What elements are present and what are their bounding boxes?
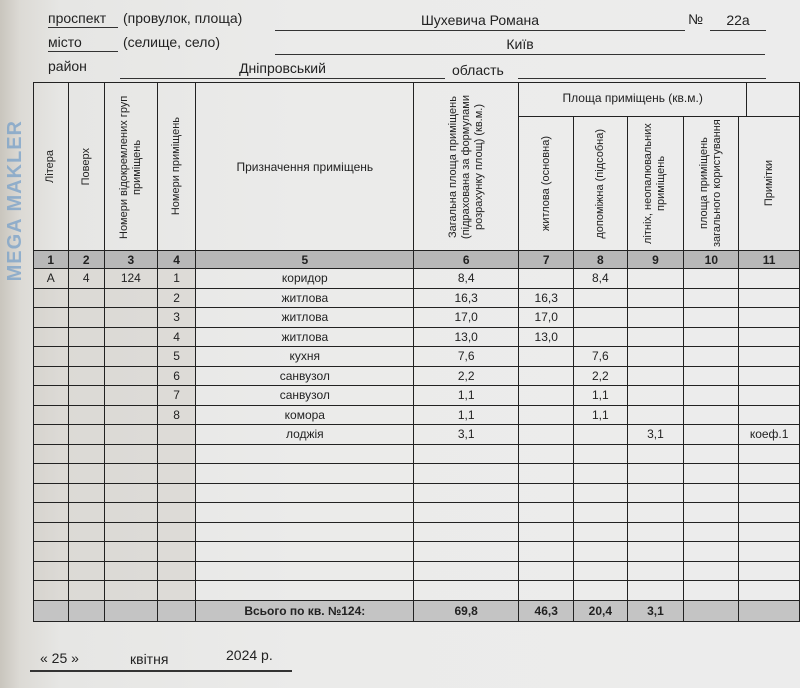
cell-litera	[34, 483, 69, 503]
cell-living	[519, 561, 574, 581]
city-value: Київ	[506, 36, 534, 52]
cell-summer	[627, 542, 684, 562]
cell-summer	[627, 464, 684, 484]
header-group-numbers: Номери відокремлених груп приміщень	[117, 94, 143, 239]
table-row	[34, 444, 800, 464]
header-auxiliary: допоміжна (підсобна)	[593, 128, 606, 239]
cell-purpose: житлова	[196, 288, 414, 308]
cell-summer	[627, 386, 684, 406]
cell-floor	[68, 483, 104, 503]
cell-total-area	[414, 542, 519, 562]
cell-floor	[68, 386, 104, 406]
cell-auxiliary	[574, 288, 627, 308]
cell-notes	[739, 561, 800, 581]
cell-summer	[627, 347, 684, 367]
cell-living	[519, 366, 574, 386]
table-row	[34, 581, 800, 601]
column-number: 7	[519, 251, 574, 269]
cell-notes	[739, 347, 800, 367]
cell-litera	[34, 542, 69, 562]
cell-common	[684, 327, 739, 347]
cell-summer	[627, 581, 684, 601]
cell-floor	[68, 308, 104, 328]
city-hint: (селище, село)	[123, 34, 220, 50]
cell-litera	[34, 327, 69, 347]
cell-room	[157, 561, 196, 581]
column-number: 11	[739, 251, 800, 269]
cell-group	[104, 386, 157, 406]
header-area-group	[519, 83, 800, 117]
table-row	[34, 347, 800, 367]
cell-auxiliary	[574, 308, 627, 328]
column-number: 1	[34, 251, 69, 269]
cell-purpose: житлова	[196, 327, 414, 347]
cell-group	[104, 483, 157, 503]
cell-room	[157, 464, 196, 484]
cell-summer	[627, 444, 684, 464]
header-area-group-label: Площа приміщень (кв.м.)	[519, 83, 747, 116]
total-empty	[34, 600, 69, 621]
date-year: 2024 р.	[226, 647, 273, 663]
cell-auxiliary: 1,1	[574, 405, 627, 425]
cell-notes	[739, 327, 800, 347]
cell-group	[104, 542, 157, 562]
cell-litera	[34, 347, 69, 367]
cell-room: 5	[157, 347, 196, 367]
cell-floor	[68, 444, 104, 464]
number-value: 22а	[726, 12, 750, 28]
cell-total-area: 7,6	[414, 347, 519, 367]
cell-living	[519, 503, 574, 523]
header-purpose: Призначення приміщень	[196, 83, 414, 251]
date-month: квітня	[130, 651, 169, 667]
watermark-logo: MEGA MAKLER	[4, 120, 26, 282]
cell-common	[684, 366, 739, 386]
number-label: №	[688, 11, 704, 27]
cell-total-area: 1,1	[414, 405, 519, 425]
cell-room	[157, 503, 196, 523]
cell-common	[684, 483, 739, 503]
cell-summer	[627, 561, 684, 581]
header-common: площа приміщень загального користування	[698, 119, 724, 248]
cell-litera	[34, 425, 69, 445]
cell-notes	[739, 581, 800, 601]
cell-auxiliary: 2,2	[574, 366, 627, 386]
total-c7: 46,3	[519, 600, 574, 621]
cell-floor	[68, 288, 104, 308]
column-number: 8	[574, 251, 627, 269]
cell-purpose	[196, 561, 414, 581]
cell-litera	[34, 386, 69, 406]
cell-floor	[68, 522, 104, 542]
cell-auxiliary: 8,4	[574, 269, 627, 289]
cell-room	[157, 444, 196, 464]
cell-summer: 3,1	[627, 425, 684, 445]
table-row	[34, 503, 800, 523]
total-c8: 20,4	[574, 600, 627, 621]
table-row	[34, 269, 800, 289]
cell-notes	[739, 542, 800, 562]
street-label: проспект	[48, 10, 107, 26]
cell-purpose: санвузол	[196, 366, 414, 386]
cell-total-area: 3,1	[414, 425, 519, 445]
cell-notes	[739, 444, 800, 464]
column-number: 10	[684, 251, 739, 269]
cell-notes	[739, 405, 800, 425]
cell-room	[157, 483, 196, 503]
cell-room: 2	[157, 288, 196, 308]
total-row	[34, 600, 800, 621]
cell-group	[104, 503, 157, 523]
table-row	[34, 522, 800, 542]
cell-notes: коеф.1	[739, 425, 800, 445]
cell-floor: 4	[68, 269, 104, 289]
cell-litera	[34, 444, 69, 464]
cell-common	[684, 522, 739, 542]
cell-total-area: 17,0	[414, 308, 519, 328]
total-label: Всього по кв. №124:	[196, 600, 414, 621]
column-number: 2	[68, 251, 104, 269]
street-hint: (провулок, площа)	[123, 10, 243, 26]
cell-litera	[34, 308, 69, 328]
cell-purpose: лоджія	[196, 425, 414, 445]
cell-common	[684, 503, 739, 523]
header-notes: Примітки	[762, 160, 775, 207]
cell-living	[519, 581, 574, 601]
cell-notes	[739, 386, 800, 406]
table-row	[34, 308, 800, 328]
cell-living	[519, 542, 574, 562]
cell-living: 13,0	[519, 327, 574, 347]
cell-group: 124	[104, 269, 157, 289]
cell-purpose	[196, 542, 414, 562]
cell-summer	[627, 366, 684, 386]
cell-room: 7	[157, 386, 196, 406]
table-row	[34, 425, 800, 445]
cell-common	[684, 444, 739, 464]
cell-total-area	[414, 561, 519, 581]
cell-auxiliary: 7,6	[574, 347, 627, 367]
cell-litera	[34, 288, 69, 308]
cell-auxiliary	[574, 464, 627, 484]
cell-common	[684, 425, 739, 445]
cell-common	[684, 464, 739, 484]
header-living: житлова (основна)	[539, 135, 552, 232]
column-number: 3	[104, 251, 157, 269]
cell-total-area	[414, 503, 519, 523]
premises-table	[33, 82, 800, 622]
cell-notes	[739, 464, 800, 484]
total-c9: 3,1	[627, 600, 684, 621]
column-numbers-row	[34, 251, 800, 269]
cell-common	[684, 561, 739, 581]
cell-living: 16,3	[519, 288, 574, 308]
header-floor: Поверх	[79, 147, 92, 186]
cell-total-area: 16,3	[414, 288, 519, 308]
cell-notes	[739, 483, 800, 503]
cell-floor	[68, 405, 104, 425]
cell-purpose	[196, 581, 414, 601]
street-value: Шухевича Романа	[420, 12, 540, 28]
cell-litera	[34, 464, 69, 484]
cell-group	[104, 366, 157, 386]
city-label: місто	[48, 34, 82, 50]
cell-room	[157, 522, 196, 542]
cell-floor	[68, 503, 104, 523]
cell-room: 1	[157, 269, 196, 289]
header-litera: Літера	[44, 150, 57, 183]
cell-notes	[739, 503, 800, 523]
cell-common	[684, 308, 739, 328]
total-empty	[104, 600, 157, 621]
cell-notes	[739, 308, 800, 328]
cell-room	[157, 425, 196, 445]
header-total-area: Загальна площа приміщень (підрахована за формулами розрахунку площ) (кв.м.)	[446, 94, 485, 239]
cell-living: 17,0	[519, 308, 574, 328]
cell-purpose	[196, 483, 414, 503]
cell-litera	[34, 405, 69, 425]
cell-litera	[34, 366, 69, 386]
table-row	[34, 386, 800, 406]
cell-purpose: коридор	[196, 269, 414, 289]
cell-auxiliary	[574, 503, 627, 523]
cell-room	[157, 542, 196, 562]
cell-litera	[34, 503, 69, 523]
district-label: район	[48, 58, 87, 74]
cell-floor	[68, 542, 104, 562]
cell-total-area: 2,2	[414, 366, 519, 386]
cell-group	[104, 464, 157, 484]
cell-litera: А	[34, 269, 69, 289]
table-row	[34, 561, 800, 581]
cell-purpose: комора	[196, 405, 414, 425]
table-row	[34, 542, 800, 562]
cell-floor	[68, 561, 104, 581]
cell-auxiliary	[574, 581, 627, 601]
cell-room	[157, 581, 196, 601]
cell-purpose: кухня	[196, 347, 414, 367]
cell-total-area	[414, 483, 519, 503]
cell-living	[519, 386, 574, 406]
table-row	[34, 483, 800, 503]
cell-summer	[627, 405, 684, 425]
cell-auxiliary	[574, 483, 627, 503]
total-c6: 69,8	[414, 600, 519, 621]
cell-group	[104, 522, 157, 542]
cell-group	[104, 308, 157, 328]
cell-floor	[68, 327, 104, 347]
cell-common	[684, 269, 739, 289]
cell-notes	[739, 269, 800, 289]
header-room-numbers: Номери приміщень	[170, 117, 183, 216]
cell-floor	[68, 366, 104, 386]
cell-living	[519, 405, 574, 425]
cell-room: 4	[157, 327, 196, 347]
total-empty	[157, 600, 196, 621]
cell-purpose	[196, 444, 414, 464]
cell-litera	[34, 561, 69, 581]
cell-notes	[739, 366, 800, 386]
cell-litera	[34, 522, 69, 542]
cell-total-area: 1,1	[414, 386, 519, 406]
cell-living	[519, 347, 574, 367]
table-row	[34, 366, 800, 386]
cell-floor	[68, 425, 104, 445]
cell-room: 8	[157, 405, 196, 425]
cell-notes	[739, 522, 800, 542]
cell-group	[104, 444, 157, 464]
column-number: 9	[627, 251, 684, 269]
table-row	[34, 288, 800, 308]
cell-living	[519, 522, 574, 542]
cell-living	[519, 444, 574, 464]
cell-auxiliary	[574, 561, 627, 581]
cell-floor	[68, 347, 104, 367]
cell-auxiliary	[574, 522, 627, 542]
cell-total-area: 8,4	[414, 269, 519, 289]
column-number: 6	[414, 251, 519, 269]
cell-room: 3	[157, 308, 196, 328]
cell-living	[519, 425, 574, 445]
cell-total-area	[414, 581, 519, 601]
cell-purpose	[196, 522, 414, 542]
region-label: область	[452, 62, 504, 78]
cell-group	[104, 425, 157, 445]
cell-purpose	[196, 464, 414, 484]
cell-common	[684, 581, 739, 601]
cell-floor	[68, 581, 104, 601]
cell-common	[684, 386, 739, 406]
total-empty	[68, 600, 104, 621]
cell-purpose	[196, 503, 414, 523]
cell-summer	[627, 288, 684, 308]
cell-group	[104, 405, 157, 425]
cell-purpose: житлова	[196, 308, 414, 328]
cell-total-area	[414, 444, 519, 464]
cell-group	[104, 581, 157, 601]
cell-summer	[627, 503, 684, 523]
total-c10	[684, 600, 739, 621]
total-c11	[739, 600, 800, 621]
column-number: 4	[157, 251, 196, 269]
cell-total-area	[414, 522, 519, 542]
cell-purpose: санвузол	[196, 386, 414, 406]
cell-group	[104, 561, 157, 581]
cell-floor	[68, 464, 104, 484]
column-number: 5	[196, 251, 414, 269]
cell-auxiliary: 1,1	[574, 386, 627, 406]
header-summer: літніх, неопалювальних приміщень	[642, 123, 668, 244]
table-row	[34, 327, 800, 347]
table-row	[34, 405, 800, 425]
district-value: Дніпровський	[239, 60, 326, 76]
cell-common	[684, 347, 739, 367]
cell-group	[104, 288, 157, 308]
cell-auxiliary	[574, 425, 627, 445]
cell-living	[519, 464, 574, 484]
cell-total-area	[414, 464, 519, 484]
cell-living	[519, 483, 574, 503]
table-row	[34, 464, 800, 484]
cell-common	[684, 405, 739, 425]
cell-group	[104, 347, 157, 367]
cell-auxiliary	[574, 444, 627, 464]
cell-total-area: 13,0	[414, 327, 519, 347]
cell-room: 6	[157, 366, 196, 386]
cell-summer	[627, 327, 684, 347]
cell-auxiliary	[574, 542, 627, 562]
date-day: « 25 »	[40, 650, 79, 666]
cell-summer	[627, 308, 684, 328]
cell-summer	[627, 269, 684, 289]
cell-summer	[627, 483, 684, 503]
cell-common	[684, 288, 739, 308]
cell-auxiliary	[574, 327, 627, 347]
cell-summer	[627, 522, 684, 542]
cell-notes	[739, 288, 800, 308]
cell-group	[104, 327, 157, 347]
cell-common	[684, 542, 739, 562]
cell-living	[519, 269, 574, 289]
cell-litera	[34, 581, 69, 601]
